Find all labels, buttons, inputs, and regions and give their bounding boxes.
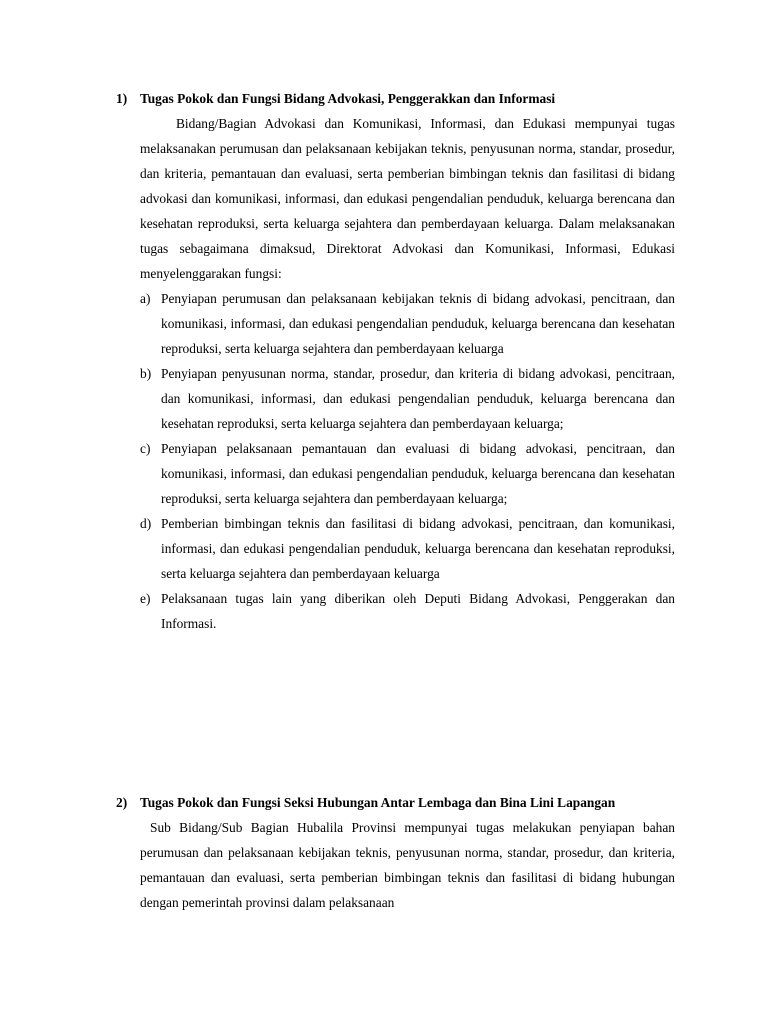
list-item-text: Penyiapan penyusunan norma, standar, prosedur, dan kriteria di bidang advokasi, pencitraan, dan komunikasi, informasi, dan edukasi pengendalian penduduk, keluarga berencana dan kesehatan reproduksi, serta keluarga sejahtera dan pemberdayaan keluarga; [161, 366, 675, 431]
section-2-number: 2) [116, 795, 128, 810]
section-1-number: 1) [116, 91, 128, 106]
list-marker: e) [140, 591, 151, 606]
list-item [140, 286, 675, 361]
section-1-heading: Tugas Pokok dan Fungsi Bidang Advokasi, Penggerakkan dan Informasi [140, 91, 556, 106]
section-1-function-list [140, 286, 675, 636]
list-item-text: Penyiapan perumusan dan pelaksanaan kebijakan teknis di bidang advokasi, pencitraan, dan komunikasi, informasi, dan edukasi pengendalian penduduk, keluarga berencana dan kesehatan reproduksi, serta keluarga sejahtera dan pemberdayaan keluarga [161, 291, 675, 356]
list-item-text: Penyiapan pelaksanaan pemantauan dan evaluasi di bidang advokasi, pencitraan, dan komunikasi, informasi, dan edukasi pengendalian penduduk, keluarga berencana dan kesehatan reproduksi, serta keluarga sejahtera dan pemberdayaan keluarga; [161, 441, 675, 506]
section-1 [116, 86, 675, 636]
list-item [140, 436, 675, 511]
list-marker: a) [140, 291, 151, 306]
section-1-intro: Bidang/Bagian Advokasi dan Komunikasi, Informasi, dan Edukasi mempunyai tugas melaksanakan perumusan dan pelaksanaan kebijakan teknis, penyusunan norma, standar, prosedur, dan kriteria, pemantauan dan evaluasi, serta pemberian bimbingan teknis dan fasilitasi di bidang advokasi dan komunikasi, informasi, dan edukasi pengendalian penduduk, keluarga berencana dan kesehatan reproduksi, serta keluarga sejahtera dan pemberdayaan keluarga. Dalam melaksanakan tugas sebagaimana dimaksud, Direktorat Advokasi dan Komunikasi, Informasi, Edukasi menyelenggarakan fungsi: [140, 116, 675, 281]
list-marker: b) [140, 366, 152, 381]
list-item [140, 511, 675, 586]
list-item-text: Pemberian bimbingan teknis dan fasilitasi di bidang advokasi, pencitraan, dan komunikasi, informasi, dan edukasi pengendalian penduduk, keluarga berencana dan kesehatan reproduksi, serta keluarga sejahtera dan pemberdayaan keluarga [161, 516, 675, 581]
list-item [140, 361, 675, 436]
list-item-text: Pelaksanaan tugas lain yang diberikan oleh Deputi Bidang Advokasi, Penggerakan dan Informasi. [161, 591, 675, 631]
list-marker: d) [140, 516, 152, 531]
list-marker: c) [140, 441, 151, 456]
section-2 [116, 790, 675, 915]
section-2-heading: Tugas Pokok dan Fungsi Seksi Hubungan Antar Lembaga dan Bina Lini Lapangan [140, 795, 616, 810]
list-item [140, 586, 675, 636]
section-2-intro: Sub Bidang/Sub Bagian Hubalila Provinsi mempunyai tugas melakukan penyiapan bahan perumusan dan pelaksanaan kebijakan teknis, penyusunan norma, standar, prosedur, dan kriteria, pemantauan dan evaluasi, serta pemberian bimbingan teknis dan fasilitasi di bidang hubungan dengan pemerintah provinsi dalam pelaksanaan [140, 820, 675, 910]
